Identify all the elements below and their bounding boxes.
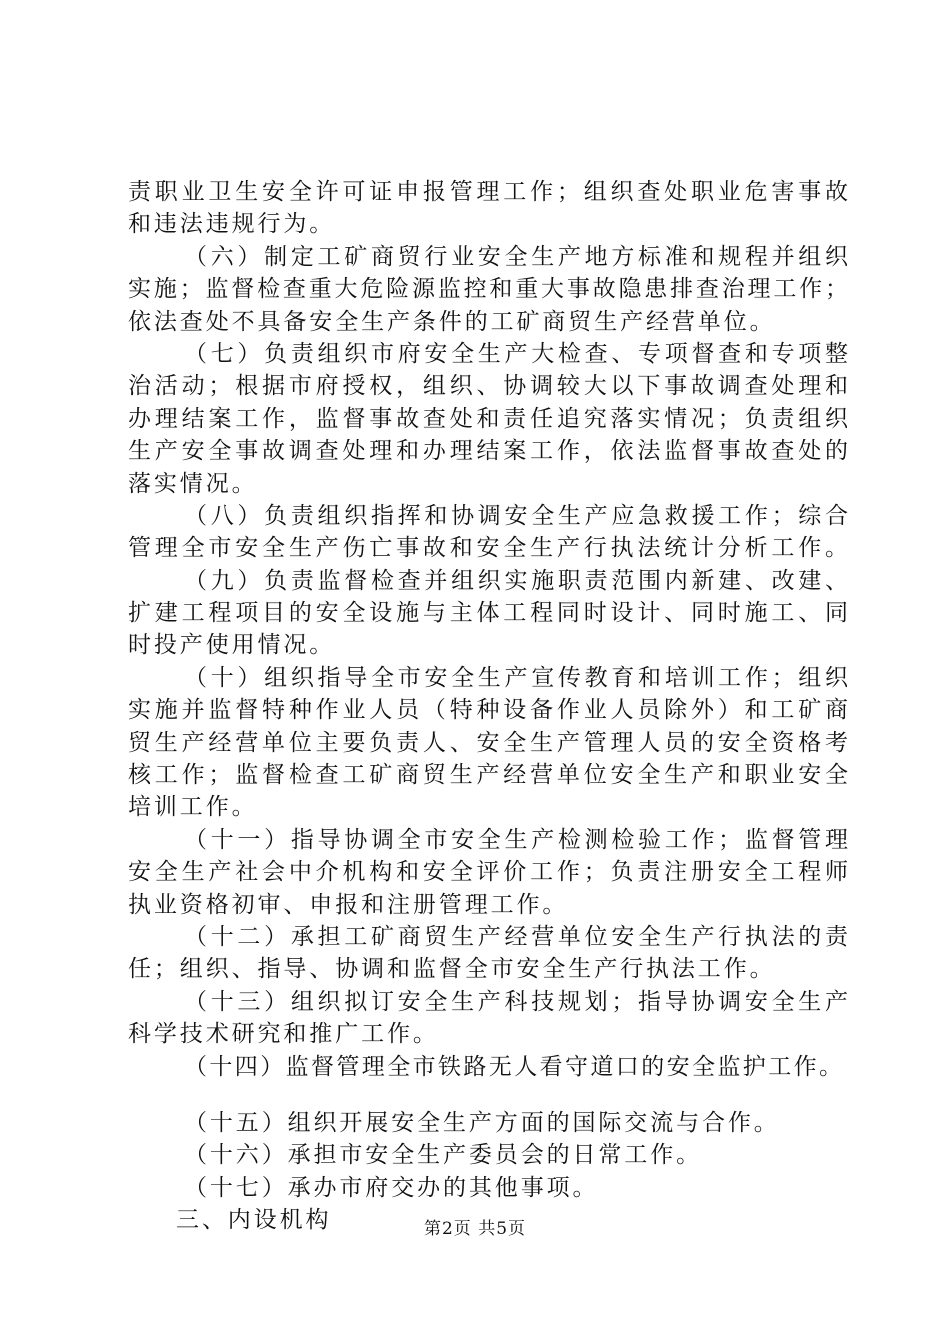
paragraph-line: 安全生产社会中介机构和安全评价工作；负责注册安全工程师 — [128, 859, 848, 886]
paragraph-line: 实施并监督特种作业人员（特种设备作业人员除外）和工矿商 — [128, 697, 848, 724]
section-heading: 三、内设机构 — [176, 1207, 332, 1234]
paragraph-line: （十五）组织开展安全生产方面的国际交流与合作。 — [184, 1109, 780, 1136]
paragraph-line: 贸生产经营单位主要负责人、安全生产管理人员的安全资格考 — [128, 729, 848, 756]
paragraph-line: 和违法违规行为。 — [128, 211, 336, 238]
paragraph-line: 培训工作。 — [128, 794, 258, 821]
paragraph-line: （十三）组织拟订安全生产科技规划；指导协调安全生产 — [184, 988, 848, 1015]
paragraph-line: （六）制定工矿商贸行业安全生产地方标准和规程并组织 — [184, 243, 848, 270]
paragraph-line: （八）负责组织指挥和协调安全生产应急救援工作；综合 — [184, 502, 848, 529]
paragraph-line: 生产安全事故调查处理和办理结案工作，依法监督事故查处的 — [128, 438, 848, 465]
paragraph-line: 治活动；根据市府授权，组织、协调较大以下事故调查处理和 — [128, 373, 848, 400]
paragraph-line: 核工作；监督检查工矿商贸生产经营单位安全生产和职业安全 — [128, 762, 848, 789]
paragraph-line: （十）组织指导全市安全生产宣传教育和培训工作；组织 — [184, 664, 848, 691]
paragraph-line: （十二）承担工矿商贸生产经营单位安全生产行执法的责 — [184, 923, 848, 950]
paragraph-line: 办理结案工作，监督事故查处和责任追究落实情况；负责组织 — [128, 405, 848, 432]
paragraph-line: （十七）承办市府交办的其他事项。 — [184, 1174, 599, 1201]
paragraph-line: 实施；监督检查重大危险源监控和重大事故隐患排查治理工作； — [128, 276, 848, 303]
paragraph-line: （九）负责监督检查并组织实施职责范围内新建、改建、 — [184, 567, 848, 594]
blank-gap — [128, 1083, 848, 1107]
paragraph-line: 扩建工程项目的安全设施与主体工程同时设计、同时施工、同 — [128, 600, 848, 627]
paragraph-line: （十四）监督管理全市铁路无人看守道口的安全监护工作。 — [184, 1053, 845, 1080]
page-footer: 第2页 共5页 — [423, 1219, 527, 1239]
paragraph-line: 落实情况。 — [128, 470, 258, 497]
paragraph-line: 科学技术研究和推广工作。 — [128, 1021, 439, 1048]
paragraph-line: 管理全市安全生产伤亡事故和安全生产行执法统计分析工作。 — [128, 535, 848, 562]
paragraph-line: 依法查处不具备安全生产条件的工矿商贸生产经营单位。 — [128, 308, 776, 335]
paragraph-line: 执业资格初审、申报和注册管理工作。 — [128, 891, 569, 918]
paragraph-line: 责职业卫生安全许可证申报管理工作；组织查处职业危害事故 — [128, 179, 848, 205]
paragraph-line: （十六）承担市安全生产委员会的日常工作。 — [184, 1142, 702, 1169]
paragraph-line: （七）负责组织市府安全生产大检查、专项督查和专项整 — [184, 340, 848, 367]
document-body — [128, 176, 848, 1237]
paragraph-line: 任；组织、指导、协调和监督全市安全生产行执法工作。 — [128, 956, 776, 983]
paragraph-line: （十一）指导协调全市安全生产检测检验工作；监督管理 — [184, 826, 848, 853]
paragraph-line: 时投产使用情况。 — [128, 632, 336, 659]
